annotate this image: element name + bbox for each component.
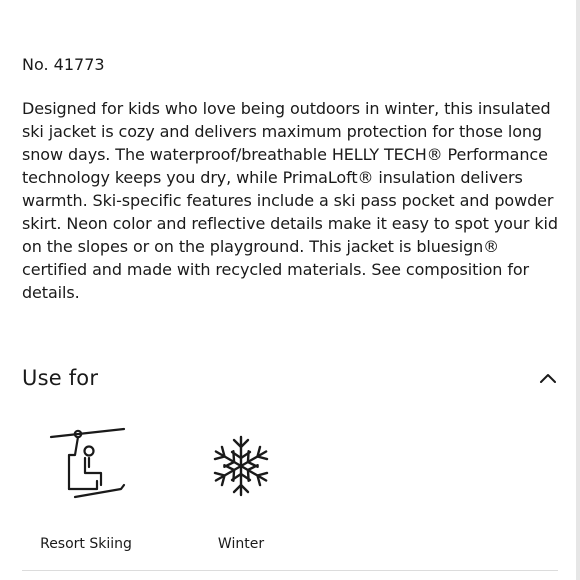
use-for-title: Use for	[22, 366, 99, 390]
snowflake-icon	[208, 433, 274, 499]
product-number: No. 41773	[22, 55, 105, 74]
activity-label: Resort Skiing	[40, 536, 132, 552]
chairlift-skier-icon	[45, 425, 127, 507]
product-description: Designed for kids who love being outdoors in winter, this insulated ski jacket is cozy and delivers maximum protection for those long snow days. The waterproof/breathable HELLY TECH® Performance technology keeps you dry, while PrimaLoft® insulation delivers warmth. Ski-specific features include a ski pass pocket and powder skirt. Neon color and reflective details make it easy to spot your kid on the slopes or on the playground. This jacket is bluesign® certified and made with recycled materials. See composition for details.	[22, 99, 558, 302]
section-divider	[22, 570, 558, 571]
activity-winter[interactable]	[171, 425, 311, 553]
activity-resort-skiing[interactable]	[16, 425, 156, 553]
chevron-up-icon[interactable]	[538, 368, 558, 388]
activity-label: Winter	[217, 536, 265, 552]
use-for-toggle[interactable]	[22, 360, 558, 396]
page-scrollbar[interactable]	[576, 0, 580, 580]
